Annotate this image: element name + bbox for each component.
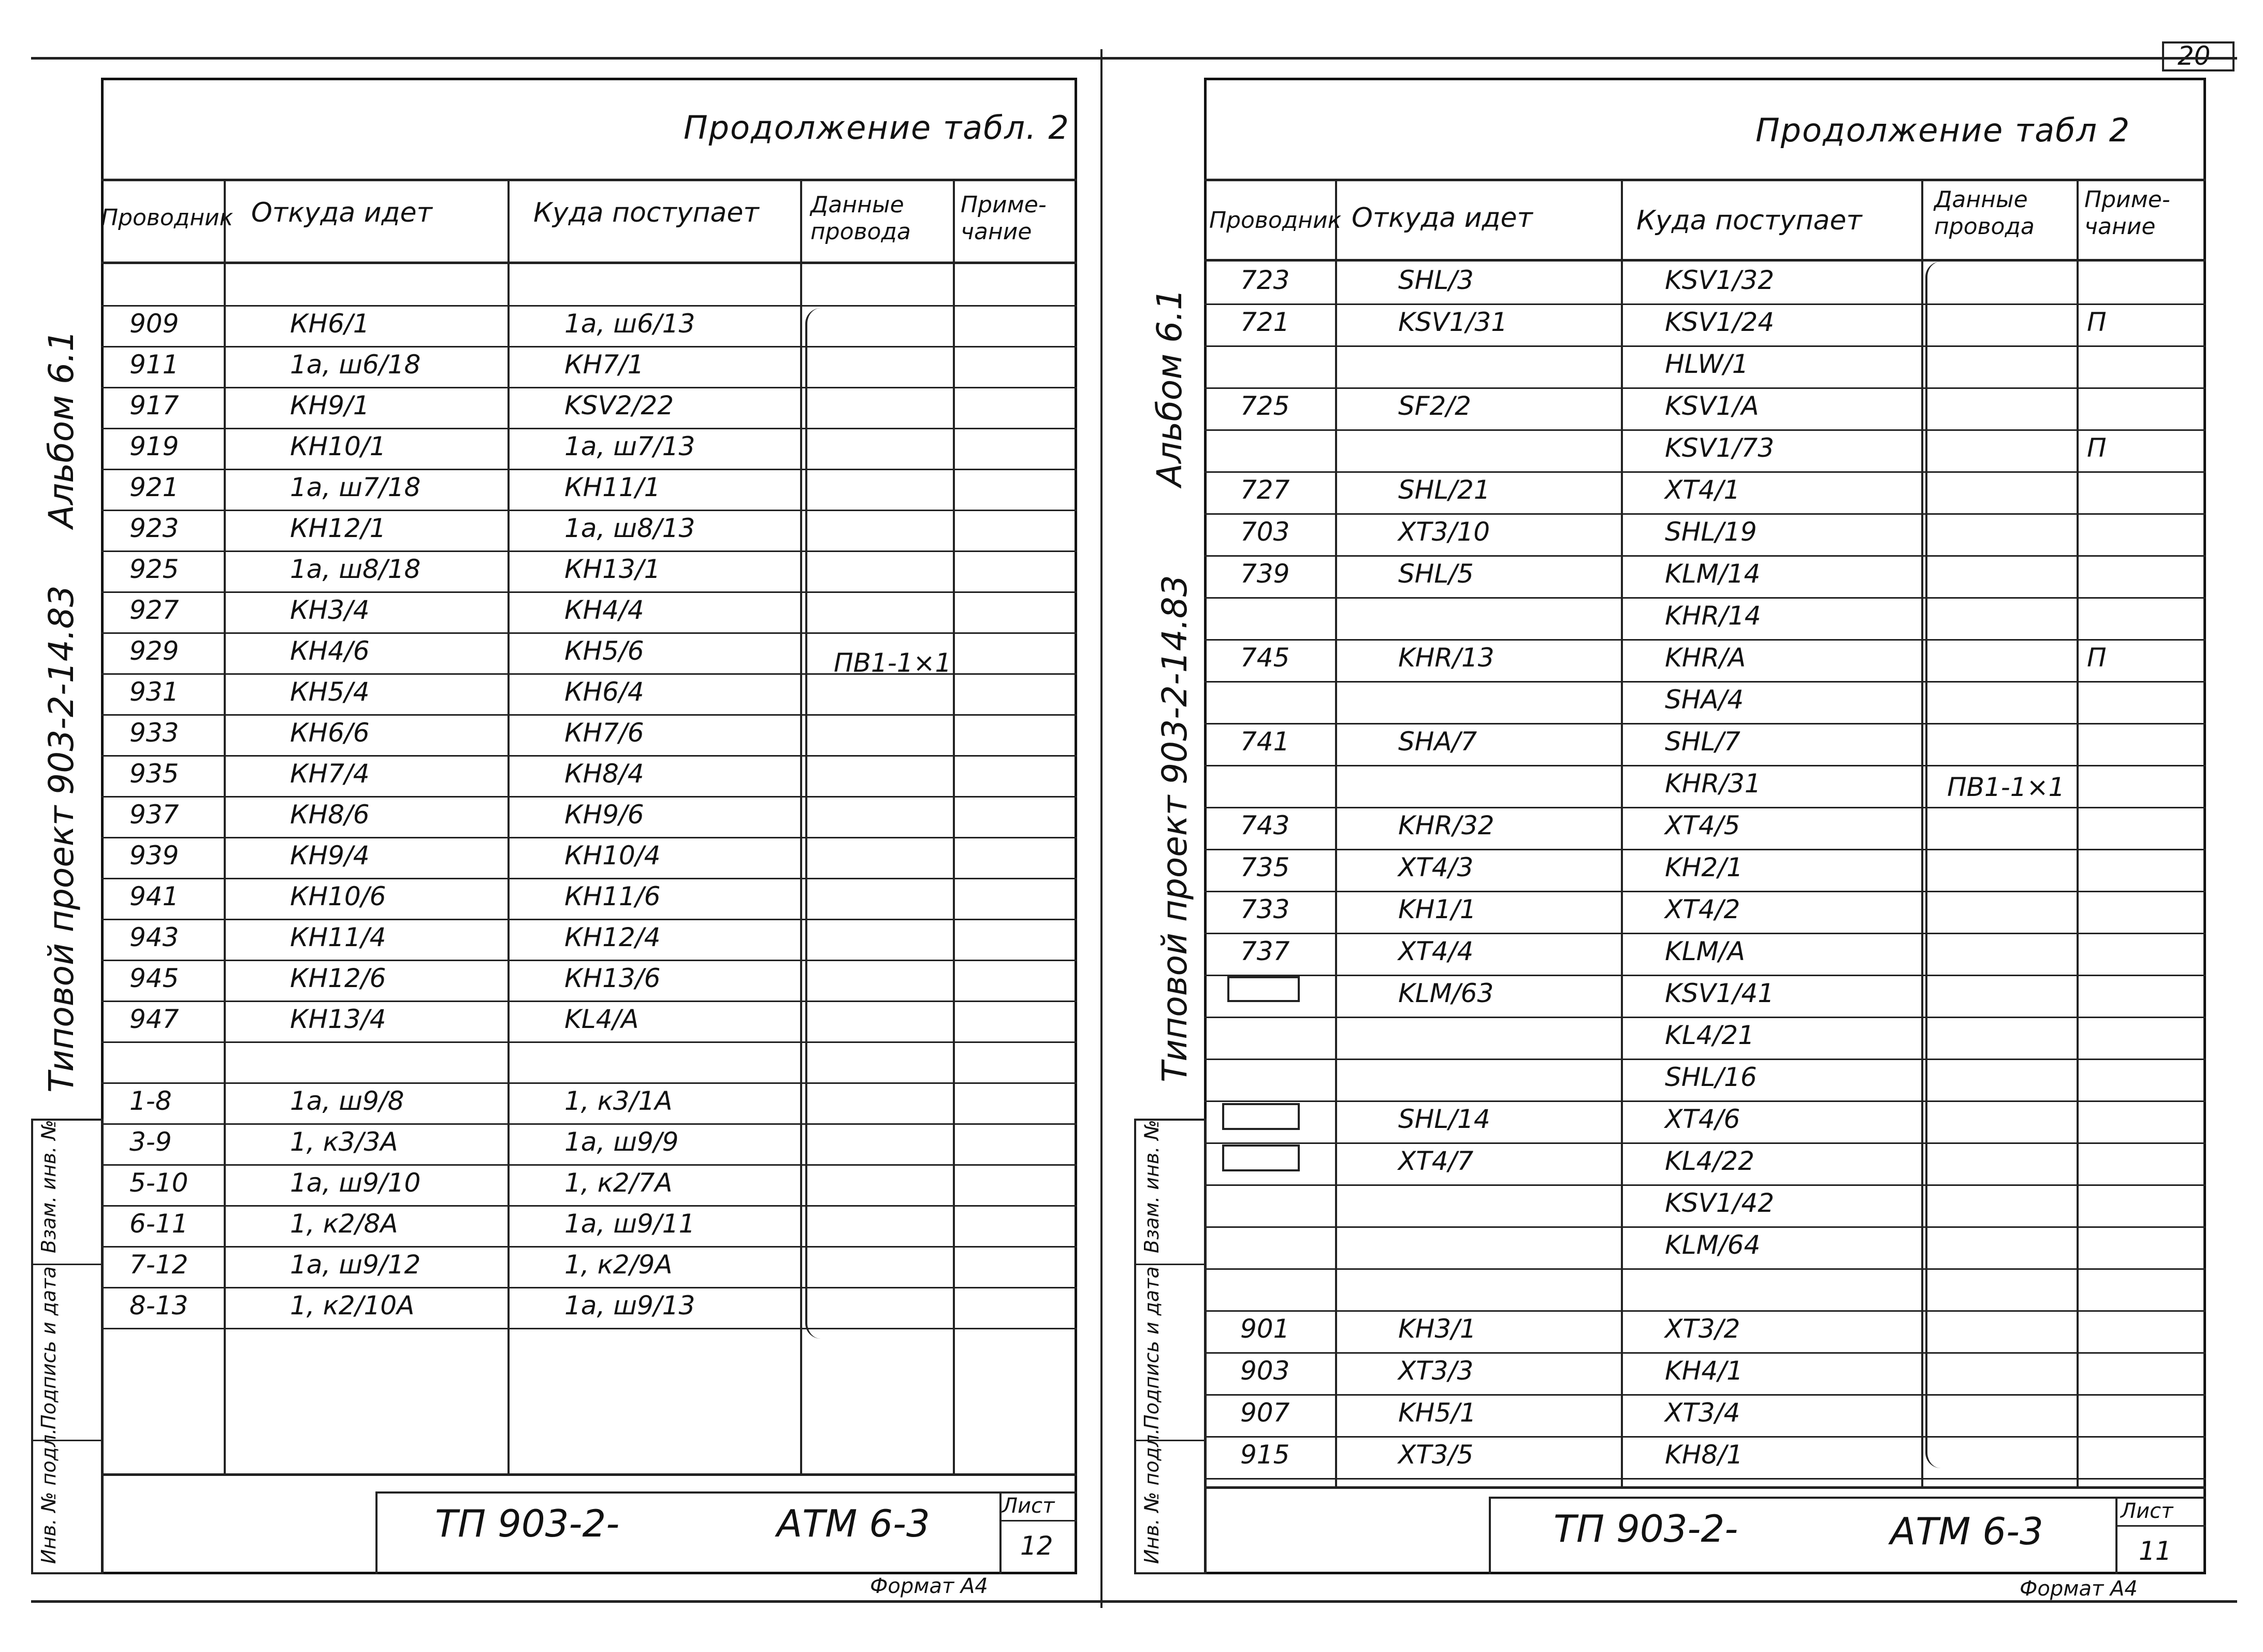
cell-conductor: 937	[129, 800, 179, 830]
left-row-line	[101, 1328, 1077, 1329]
right-blank-box-2	[1222, 1103, 1300, 1130]
left-header-data: Данные провода	[810, 192, 911, 245]
right-col-div-1	[1335, 179, 1337, 1486]
left-stamp-div-1	[31, 1264, 104, 1265]
left-format: Формат А4	[870, 1574, 988, 1598]
page-top-rule	[31, 57, 2237, 60]
cell-conductor: 931	[129, 677, 179, 707]
cell-to: XT4/2	[1665, 894, 1740, 924]
cell-from: КН4/6	[290, 636, 370, 666]
right-row-line	[1204, 765, 2206, 766]
cell-to: 1, к2/9А	[564, 1250, 673, 1280]
right-row-line	[1204, 1352, 2206, 1354]
cell-to: KHR/A	[1665, 643, 1746, 673]
cell-conductor: 915	[1240, 1440, 1290, 1470]
left-tb-top	[101, 1473, 1077, 1476]
right-sheet-label: Лист	[2121, 1499, 2173, 1523]
right-row-line	[1204, 429, 2206, 431]
cell-to: KLM/64	[1665, 1230, 1761, 1260]
left-stamp-sign: Подпись и дата	[37, 1266, 60, 1429]
left-header-from: Откуда идет	[251, 197, 432, 228]
cell-to: KHR/31	[1665, 769, 1761, 799]
cell-from: 1а, ш6/18	[290, 350, 421, 380]
cell-conductor: 947	[129, 1004, 179, 1034]
right-row-line	[1204, 471, 2206, 473]
cell-to: 1а, ш9/11	[564, 1209, 695, 1239]
right-row-line	[1204, 1017, 2206, 1018]
cell-from: КН10/1	[290, 431, 386, 461]
cell-conductor: 911	[129, 350, 179, 380]
cell-to: KHR/14	[1665, 601, 1761, 631]
cell-conductor: 941	[129, 881, 179, 911]
cell-from: KSV1/31	[1398, 307, 1508, 337]
cell-from: КН9/4	[290, 841, 370, 871]
cell-from: 1, к2/8А	[290, 1209, 398, 1239]
cell-from: SHL/21	[1398, 475, 1490, 505]
cell-to: KSV1/42	[1665, 1188, 1775, 1218]
cell-from: XT3/5	[1398, 1440, 1474, 1470]
cell-to: КН11/1	[564, 472, 661, 502]
right-table-title: Продолжение табл 2	[1756, 111, 2131, 149]
left-table-title: Продолжение табл. 2	[684, 109, 1070, 147]
cell-conductor: 743	[1240, 810, 1290, 841]
left-sheet-number: 12	[1020, 1531, 1053, 1561]
left-row-line	[101, 1287, 1077, 1288]
right-row-line	[1204, 1184, 2206, 1186]
cell-from: КН10/6	[290, 881, 386, 911]
cell-to: 1а, ш9/13	[564, 1291, 695, 1321]
cell-from: КН9/1	[290, 390, 370, 421]
cell-from: KHR/32	[1398, 810, 1495, 841]
cell-to: SHL/16	[1665, 1062, 1757, 1092]
cell-from: 1, к3/3А	[290, 1127, 398, 1157]
cell-conductor: 907	[1240, 1398, 1290, 1428]
cell-conductor: 919	[129, 431, 179, 461]
cell-conductor: 909	[129, 309, 179, 339]
right-tb-sheet-div	[2115, 1497, 2117, 1574]
right-doc-code2: АТМ 6-3	[1890, 1510, 2043, 1553]
cell-to: КН9/6	[564, 800, 644, 830]
cell-from: XT4/7	[1398, 1146, 1474, 1176]
cell-conductor: 739	[1240, 559, 1290, 589]
cell-to: 1а, ш7/13	[564, 431, 695, 461]
cell-conductor: 703	[1240, 517, 1290, 547]
right-header-to: Куда поступает	[1636, 205, 1862, 236]
cell-conductor: 903	[1240, 1356, 1290, 1386]
cell-conductor: 5-10	[129, 1168, 188, 1198]
right-row-line	[1204, 1478, 2206, 1480]
right-row-line	[1204, 1268, 2206, 1270]
cell-from: XT3/10	[1398, 517, 1490, 547]
left-row-line	[101, 1041, 1077, 1043]
cell-to: KH4/1	[1665, 1356, 1743, 1386]
cell-to: КН13/6	[564, 963, 661, 993]
cell-from: КН13/4	[290, 1004, 386, 1034]
left-header-note: Приме-чание	[961, 192, 1047, 245]
cell-note: П	[2087, 643, 2107, 673]
cell-conductor: 925	[129, 554, 179, 584]
cell-conductor: 927	[129, 595, 179, 625]
right-row-line	[1204, 1142, 2206, 1144]
left-row-line	[101, 387, 1077, 388]
left-row-line	[101, 796, 1077, 798]
left-col-div-4	[953, 179, 955, 1473]
cell-from: XT4/3	[1398, 852, 1474, 882]
cell-note: П	[2087, 433, 2107, 463]
cell-from: КН6/1	[290, 309, 370, 339]
cell-from: КН12/1	[290, 513, 386, 543]
right-stamp-sign: Подпись и дата	[1140, 1266, 1163, 1429]
cell-from: 1а, ш9/10	[290, 1168, 421, 1198]
left-wire-data: ПВ1-1×1	[834, 648, 952, 678]
right-header-from: Откуда идет	[1352, 202, 1533, 234]
cell-conductor: 7-12	[129, 1250, 188, 1280]
cell-conductor: 923	[129, 513, 179, 543]
cell-to: КН12/4	[564, 922, 661, 952]
left-col-div-3	[800, 179, 802, 1473]
cell-to: XT3/4	[1665, 1398, 1740, 1428]
cell-to: 1а, ш6/13	[564, 309, 695, 339]
right-row-line	[1204, 975, 2206, 976]
cell-conductor: 721	[1240, 307, 1290, 337]
cell-conductor: 745	[1240, 643, 1290, 673]
right-header-top	[1204, 179, 2206, 181]
left-wire-brace	[805, 308, 823, 1339]
right-row-line	[1204, 387, 2206, 389]
cell-to: КН5/6	[564, 636, 644, 666]
cell-to: KSV1/73	[1665, 433, 1775, 463]
right-row-line	[1204, 933, 2206, 934]
right-row-line	[1204, 639, 2206, 641]
cell-conductor: 725	[1240, 391, 1290, 421]
cell-to: KLM/A	[1665, 936, 1745, 966]
cell-to: HLW/1	[1665, 349, 1749, 379]
left-row-line	[101, 510, 1077, 511]
cell-from: КН3/4	[290, 595, 370, 625]
right-row-line	[1204, 1059, 2206, 1060]
cell-from: КН6/6	[290, 718, 370, 748]
left-doc-code: ТП 903-2-	[435, 1502, 620, 1545]
cell-from: 1а, ш8/18	[290, 554, 421, 584]
left-row-line	[101, 1164, 1077, 1166]
right-col-div-2	[1621, 179, 1623, 1486]
cell-to: XT4/1	[1665, 475, 1740, 505]
right-side-project: Типовой проект 903-2-14.83	[1155, 575, 1195, 1082]
cell-from: SF2/2	[1398, 391, 1471, 421]
right-stamp-replace: Взам. инв. №	[1140, 1119, 1163, 1253]
cell-conductor: 921	[129, 472, 179, 502]
cell-to: KL4/A	[564, 1004, 639, 1034]
cell-from: KH3/1	[1398, 1314, 1476, 1344]
cell-from: КН11/4	[290, 922, 386, 952]
right-sheet-number: 11	[2139, 1536, 2172, 1566]
left-row-line	[101, 346, 1077, 347]
cell-to: KSV1/41	[1665, 978, 1775, 1008]
cell-to: KH8/1	[1665, 1440, 1743, 1470]
cell-conductor: 3-9	[129, 1127, 172, 1157]
cell-to: 1а, ш9/9	[564, 1127, 679, 1157]
left-row-line	[101, 305, 1077, 307]
cell-conductor: 917	[129, 390, 179, 421]
cell-from: КН7/4	[290, 759, 370, 789]
cell-to: KSV2/22	[564, 390, 674, 421]
cell-to: KH2/1	[1665, 852, 1743, 882]
cell-from: 1а, ш7/18	[290, 472, 421, 502]
cell-to: КН11/6	[564, 881, 661, 911]
cell-to: XT3/2	[1665, 1314, 1740, 1344]
right-row-line	[1204, 1100, 2206, 1102]
right-row-line	[1204, 681, 2206, 683]
left-col-div-1	[224, 179, 226, 1473]
cell-from: 1, к2/10А	[290, 1291, 415, 1321]
left-row-line	[101, 1123, 1077, 1125]
cell-conductor: 733	[1240, 894, 1290, 924]
cell-conductor: 901	[1240, 1314, 1290, 1344]
cell-to: SHA/4	[1665, 685, 1744, 715]
right-header-data: Данные провода	[1934, 186, 2035, 240]
cell-to: 1а, ш8/13	[564, 513, 695, 543]
left-header-bottom	[101, 262, 1077, 264]
cell-to: КН6/4	[564, 677, 644, 707]
right-col-div-3	[1921, 179, 1923, 1486]
right-doc-code: ТП 903-2-	[1554, 1507, 1738, 1550]
cell-from: SHA/7	[1398, 727, 1477, 757]
page-number: 20	[2178, 41, 2211, 71]
cell-from: КН12/6	[290, 963, 386, 993]
right-row-line	[1204, 303, 2206, 305]
cell-conductor: 935	[129, 759, 179, 789]
cell-to: КН8/4	[564, 759, 644, 789]
cell-conductor: 723	[1240, 265, 1290, 295]
cell-to: KSV1/A	[1665, 391, 1759, 421]
cell-from: KH1/1	[1398, 894, 1476, 924]
right-side-album: Альбом 6.1	[1150, 288, 1189, 487]
cell-from: XT3/3	[1398, 1356, 1474, 1386]
left-header-top	[101, 179, 1077, 181]
cell-to: 1, к3/1А	[564, 1086, 673, 1116]
left-tb-sheet-div	[999, 1491, 1002, 1574]
page-center-fold	[1100, 49, 1103, 1608]
right-row-line	[1204, 345, 2206, 347]
left-row-line	[101, 919, 1077, 920]
cell-to: КН4/4	[564, 595, 644, 625]
cell-to: KL4/22	[1665, 1146, 1754, 1176]
left-stamp-replace: Взам. инв. №	[37, 1119, 60, 1253]
right-wire-brace	[1925, 262, 1943, 1468]
cell-from: КН8/6	[290, 800, 370, 830]
right-row-line	[1204, 1394, 2206, 1396]
right-col-div-4	[2077, 179, 2079, 1486]
cell-conductor: 727	[1240, 475, 1290, 505]
left-row-line	[101, 1082, 1077, 1084]
cell-conductor: 933	[129, 718, 179, 748]
cell-to: SHL/19	[1665, 517, 1757, 547]
cell-from: 1а, ш9/8	[290, 1086, 404, 1116]
right-row-line	[1204, 1436, 2206, 1438]
cell-from: 1а, ш9/12	[290, 1250, 421, 1280]
cell-to: KL4/21	[1665, 1020, 1754, 1050]
left-row-line	[101, 550, 1077, 552]
cell-from: SHL/5	[1398, 559, 1474, 589]
cell-from: XT4/4	[1398, 936, 1474, 966]
left-doc-code2: АТМ 6-3	[777, 1502, 930, 1545]
cell-from: SHL/3	[1398, 265, 1474, 295]
cell-to: КН10/4	[564, 841, 661, 871]
left-row-line	[101, 1205, 1077, 1207]
right-row-line	[1204, 555, 2206, 557]
cell-from: KLM/63	[1398, 978, 1494, 1008]
right-row-line	[1204, 807, 2206, 808]
cell-to: KLM/14	[1665, 559, 1761, 589]
cell-to: XT4/6	[1665, 1104, 1740, 1134]
right-stamp-inv: Инв. № подл.	[1140, 1428, 1163, 1564]
cell-conductor: 735	[1240, 852, 1290, 882]
left-row-line	[101, 428, 1077, 429]
left-row-line	[101, 469, 1077, 470]
cell-conductor: 737	[1240, 936, 1290, 966]
right-header-conductor: Проводник	[1209, 207, 1342, 234]
left-row-line	[101, 837, 1077, 838]
right-row-line	[1204, 1310, 2206, 1312]
cell-conductor: 929	[129, 636, 179, 666]
left-sheet-label: Лист	[1002, 1494, 1055, 1518]
cell-to: КН7/6	[564, 718, 644, 748]
left-header-to: Куда поступает	[533, 197, 759, 228]
right-header-note: Приме-чание	[2084, 186, 2170, 240]
cell-to: SHL/7	[1665, 727, 1740, 757]
left-header-conductor: Проводник	[101, 205, 234, 231]
right-wire-data: ПВ1-1×1	[1947, 772, 2065, 802]
cell-to: KSV1/24	[1665, 307, 1775, 337]
cell-conductor: 8-13	[129, 1291, 188, 1321]
left-tb-sheet-hdiv	[999, 1520, 1077, 1521]
right-row-line	[1204, 849, 2206, 850]
cell-conductor: 6-11	[129, 1209, 188, 1239]
right-blank-box-3	[1222, 1144, 1300, 1171]
right-row-line	[1204, 723, 2206, 724]
left-row-line	[101, 632, 1077, 634]
left-row-line	[101, 960, 1077, 961]
cell-conductor: 741	[1240, 727, 1290, 757]
cell-conductor: 943	[129, 922, 179, 952]
right-row-line	[1204, 1226, 2206, 1228]
right-tb-sheet-hdiv	[2115, 1525, 2206, 1527]
cell-from: KH5/1	[1398, 1398, 1476, 1428]
left-col-div-2	[507, 179, 510, 1473]
cell-to: КН13/1	[564, 554, 661, 584]
right-tb-top	[1204, 1486, 2206, 1489]
left-side-project: Типовой проект 903-2-14.83	[41, 585, 81, 1093]
cell-note: П	[2087, 307, 2107, 337]
left-row-line	[101, 755, 1077, 757]
left-row-line	[101, 714, 1077, 716]
left-row-line	[101, 1001, 1077, 1002]
left-row-line	[101, 591, 1077, 593]
page-bottom-rule	[31, 1600, 2237, 1603]
cell-from: SHL/14	[1398, 1104, 1490, 1134]
cell-from: КН5/4	[290, 677, 370, 707]
cell-from: KHR/13	[1398, 643, 1495, 673]
right-blank-box-1	[1227, 976, 1300, 1002]
right-row-line	[1204, 513, 2206, 515]
right-row-line	[1204, 597, 2206, 599]
right-row-line	[1204, 891, 2206, 892]
left-side-album: Альбом 6.1	[41, 329, 81, 528]
right-stamp-div-1	[1134, 1264, 1207, 1265]
cell-to: XT4/5	[1665, 810, 1740, 841]
left-row-line	[101, 878, 1077, 879]
cell-to: KSV1/32	[1665, 265, 1775, 295]
left-stamp-inv: Инв. № подл.	[37, 1428, 60, 1564]
right-format: Формат А4	[2020, 1577, 2138, 1601]
cell-to: 1, к2/7А	[564, 1168, 673, 1198]
left-row-line	[101, 1246, 1077, 1248]
cell-conductor: 939	[129, 841, 179, 871]
cell-to: КН7/1	[564, 350, 644, 380]
cell-conductor: 945	[129, 963, 179, 993]
right-header-bottom	[1204, 259, 2206, 262]
cell-conductor: 1-8	[129, 1086, 172, 1116]
